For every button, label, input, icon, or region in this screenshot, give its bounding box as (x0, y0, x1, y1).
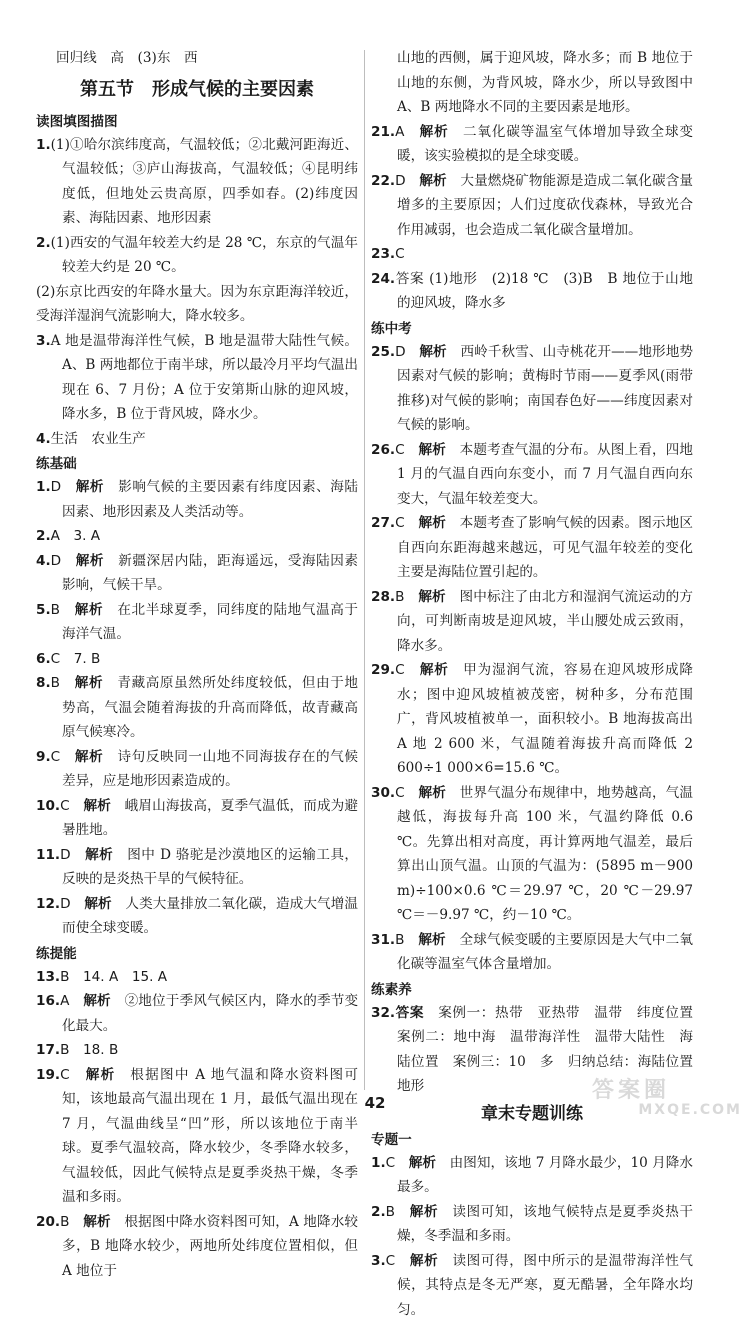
answer-item: 27.C 解析 本题考查了影响气候的因素。图示地区自西向东距海越来越远，可见气温年较差的变化主要是海陆位置引起的。 (371, 511, 693, 585)
answer-item: 12.D 解析 人类大量排放二氧化碳，造成大气增温而使全球变暖。 (36, 892, 358, 941)
right-column (371, 46, 693, 1322)
answer-item: 2.A 3. A (36, 524, 358, 549)
answer-item: 1.(1)①哈尔滨纬度高，气温较低；②北戴河距海近、气温较低；③庐山海拔高，气温较低；④昆明纬度低，但地处云贵高原，四季如春。(2)纬度因素、海陆因素、地形因素 (36, 133, 358, 231)
subheading-basic: 练基础 (36, 453, 358, 475)
answer-item: 3.C 解析 读图可得，图中所示的是温带海洋性气候，其特点是冬无严寒，夏无酷暑，全年降水均匀。 (371, 1249, 693, 1322)
chapter-review-title: 章末专题训练 (371, 1101, 693, 1127)
answer-item: 24.答案 (1)地形 (2)18 ℃ (3)B B 地位于山地的迎风坡，降水多 (371, 267, 693, 316)
answer-item: 26.C 解析 本题考查气温的分布。从图上看，四地 1 月的气温自西向东变小，而 7 月气温自西向东变大，气温年较差变大。 (371, 438, 693, 512)
answer-item: 6.C 7. B (36, 647, 358, 672)
answer-continuation: 山地的西侧，属于迎风坡，降水多；而 B 地位于山地的东侧，为背风坡，降水少，所以导致图中 A、B 两地降水不同的主要因素是地形。 (371, 46, 693, 120)
answer-item: 1.C 解析 由图知，该地 7 月降水最少，10 月降水最多。 (371, 1151, 693, 1200)
answer-item: 32.答案 案例一：热带 亚热带 温带 纬度位置 案例二：地中海 温带海洋性 温带大陆性 海陆位置 案例三：10 多 归纳总结：海陆位置 地形 (371, 1001, 693, 1099)
watermark-url: MXQE.COM (592, 1102, 742, 1118)
answer-item: 2.B 解析 读图可知，该地气候特点是夏季炎热干燥，冬季温和多雨。 (371, 1200, 693, 1249)
answer-item: 3.A 地是温带海洋性气候，B 地是温带大陆性气候。A、B 两地都位于南半球，所以最冷月平均气温出现在 6、7 月份；A 位于安第斯山脉的迎风坡，降水多，B 位于背风坡，降水少。 (36, 329, 358, 427)
answer-item: 25.D 解析 西岭千秋雪、山寺桃花开——地形地势因素对气候的影响；黄梅时节雨——夏季风(雨带推移)对气候的影响；南国春色好——纬度因素对气候的影响。 (371, 340, 693, 438)
answer-item: 21.A 解析 二氧化碳等温室气体增加导致全球变暖，该实验模拟的是全球变暖。 (371, 120, 693, 169)
answer-item: 28.B 解析 图中标注了由北方和湿润气流运动的方向，可判断南坡是迎风坡，半山腰处成云致雨，降水多。 (371, 585, 693, 659)
answer-item: 31.B 解析 全球气候变暖的主要原因是大气中二氧化碳等温室气体含量增加。 (371, 928, 693, 977)
watermark-text: 答案圈 (592, 1080, 742, 1102)
answer-item: 2.(1)西安的气温年较差大约是 28 ℃，东京的气温年较差大约是 20 ℃。 (36, 231, 358, 280)
answer-item: 23.C (371, 242, 693, 267)
subheading-literacy: 练素养 (371, 979, 693, 1001)
answer-item: 17.B 18. B (36, 1038, 358, 1063)
answer-item: 5.B 解析 在北半球夏季，同纬度的陆地气温高于海洋气温。 (36, 598, 358, 647)
subheading-skill: 练提能 (36, 943, 358, 965)
watermark-logo (592, 1080, 742, 1120)
answer-item: 10.C 解析 峨眉山海拔高，夏季气温低，而成为避暑胜地。 (36, 794, 358, 843)
answer-item: 4.D 解析 新疆深居内陆，距海遥远，受海陆因素影响，气候干旱。 (36, 549, 358, 598)
answer-item: 8.B 解析 青藏高原虽然所处纬度较低，但由于地势高，气温会随着海拔的升高而降低，故青藏高原气候寒冷。 (36, 671, 358, 745)
section-title: 第五节 形成气候的主要因素 (36, 77, 358, 103)
answer-item: 30.C 解析 世界气温分布规律中，地势越高，气温越低，海拔每升高 100 米，气温约降低 0.6 ℃。先算出相对高度，再计算两地气温差，最后算出山顶气温。山顶的气温为：(5895 m－900 m)÷100×0.6 ℃＝29.97 ℃，20 ℃－29.97 ℃＝－9.97 ℃，约－10 ℃。 (371, 781, 693, 928)
page-number: 42 (0, 1094, 750, 1112)
answer-item: 11.D 解析 图中 D 骆驼是沙漠地区的运输工具，反映的是炎热干旱的气候特征。 (36, 843, 358, 892)
answer-item: 29.C 解析 甲为湿润气流，容易在迎风坡形成降水；图中迎风坡植被茂密，树种多，分布范围广，背风坡植被单一，面积较小。B 地海拔高出 A 地 2 600 米，气温随着海拔升高而降低 2 600÷1 000×6=15.6 ℃。 (371, 658, 693, 781)
answer-item: 4.生活 农业生产 (36, 427, 358, 452)
prev-section-tail: 回归线 高 (3)东 西 (56, 46, 358, 71)
answer-item: 9.C 解析 诗句反映同一山地不同海拔存在的气候差异，应是地形因素造成的。 (36, 745, 358, 794)
answer-item: 1.D 解析 影响气候的主要因素有纬度因素、海陆因素、地形因素及人类活动等。 (36, 475, 358, 524)
column-divider (364, 50, 365, 1090)
answer-item: 20.B 解析 根据图中降水资料图可知，A 地降水较多，B 地降水较少，两地所处纬度位置相似，但 A 地位于 (36, 1210, 358, 1284)
answer-continuation: (2)东京比西安的年降水量大。因为东京距海洋较近，受海洋湿润气流影响大，降水较多。 (36, 280, 358, 329)
subheading-read: 读图填图描图 (36, 111, 358, 133)
answer-item: 16.A 解析 ②地位于季风气候区内，降水的季节变化最大。 (36, 989, 358, 1038)
subheading-topic-one: 专题一 (371, 1129, 693, 1151)
answer-item: 19.C 解析 根据图中 A 地气温和降水资料图可知，该地最高气温出现在 1 月，最低气温出现在 7 月，气温曲线呈“凹”形，所以该地位于南半球。夏季气温较高，降水较少，冬季降水较多，气温较低，因此气候特点是夏季炎热干燥，冬季温和多雨。 (36, 1063, 358, 1210)
subheading-exam: 练中考 (371, 318, 693, 340)
answer-item: 22.D 解析 大量燃烧矿物能源是造成二氧化碳含量增多的主要原因；人们过度砍伐森林，导致光合作用减弱，也会造成二氧化碳含量增加。 (371, 169, 693, 243)
answer-item: 13.B 14. A 15. A (36, 965, 358, 990)
